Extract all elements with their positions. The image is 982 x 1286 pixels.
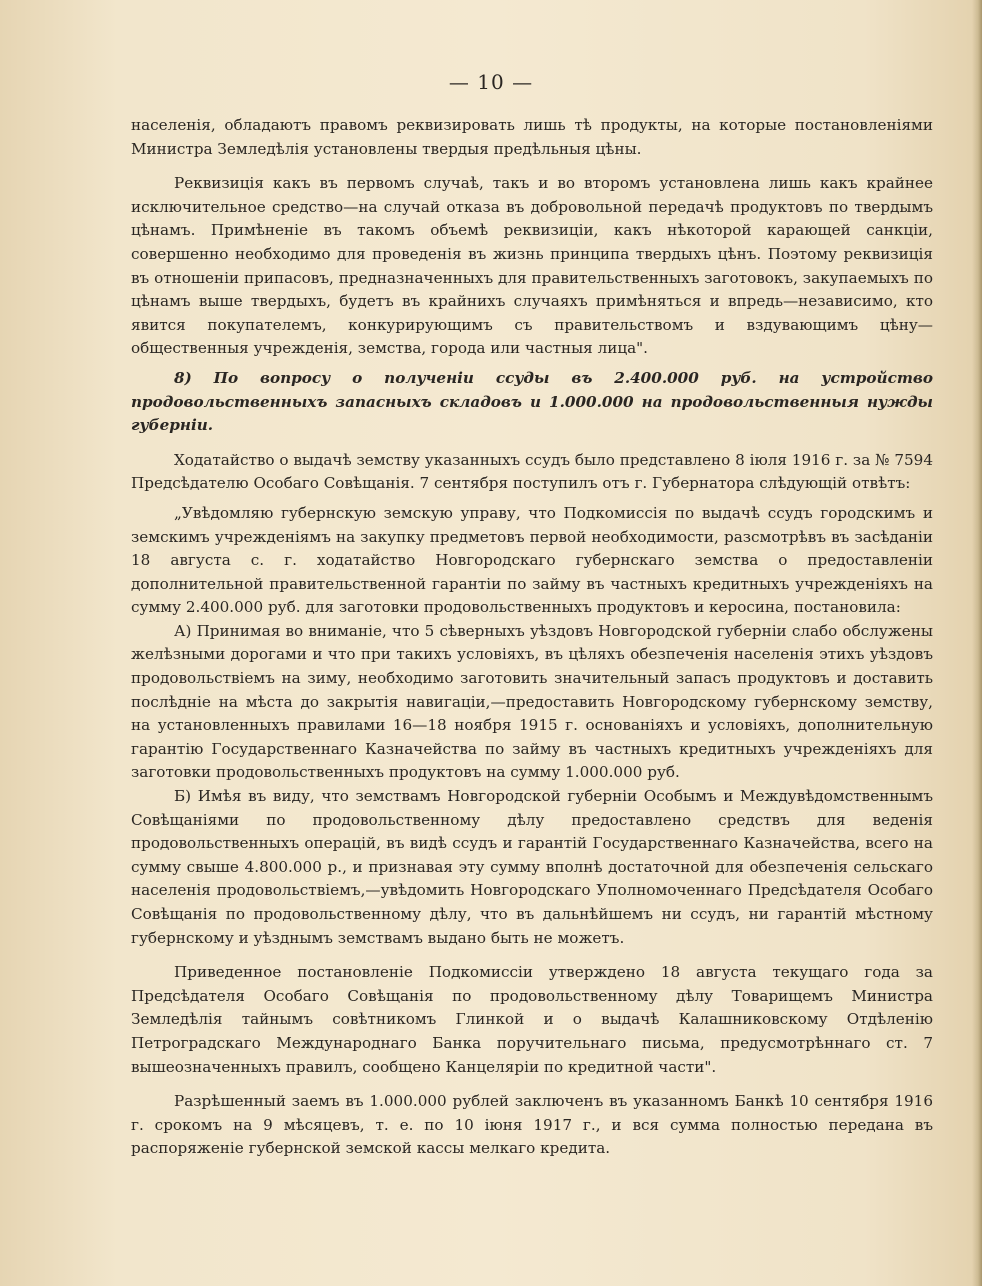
paragraph-approval: Приведенное постановленіе Подкомиссіи утверждено 18 августа текущаго года за Предсѣдателя Особаго Совѣщанія по продовольственному дѣлу Товарищемъ Министра Земледѣлія тайнымъ совѣтникомъ Глинкой и о выдачѣ Калашниковскому Отдѣленію Петроградскаго Международнаго Банка поручительнаго письма, предусмотрѣннаго ст. 7 вышеозначенныхъ правилъ, сообщено Канцеляріи по кредитной части". bbox=[131, 963, 933, 1076]
paragraph-requisition: Реквизиція какъ въ первомъ случаѣ, такъ и во второмъ установлена лишь какъ крайнее исключительное средство—на случай отказа въ добровольной передачѣ продуктовъ по твердымъ цѣнамъ. Примѣненіе въ такомъ объемѣ реквизиціи, какъ нѣкоторой карающей санкціи, совершенно необходимо для проведенія въ жизнь принципа твердыхъ цѣнъ. Поэтому реквизиція въ отношеніи припасовъ, предназначенныхъ для правительственныхъ заготовокъ, закупаемыхъ по цѣнамъ выше твердыхъ, будетъ въ крайнихъ случаяхъ примѣняться и впредь—независимо, кто явится покупателемъ, конкурирующимъ съ правительствомъ и вздувающимъ цѣну—общественныя учрежденія, земства, города или частныя лица". bbox=[131, 174, 933, 358]
page-edge-shadow bbox=[972, 0, 982, 1286]
paragraph-point-a: А) Принимая во вниманіе, что 5 сѣверныхъ уѣздовъ Новгородской губерніи слабо обслужены желѣзными дорогами и что при такихъ условіяхъ, въ цѣляхъ обезпеченія населенія этихъ уѣздовъ продовольствіемъ на зиму, необходимо заготовить значительный запасъ продуктовъ и доставить послѣдніе на мѣста до закрытія навигаціи,—предоставить Новгородскому губернскому земству, на установленныхъ правилами 16—18 ноября 1915 г. основаніяхъ и условіяхъ, дополнительную гарантію Государственнаго Казначейства по займу въ частныхъ кредитныхъ учрежденіяхъ для заготовки продовольственныхъ продуктовъ на сумму 1.000.000 руб. bbox=[131, 621, 933, 782]
document-body bbox=[131, 114, 933, 1161]
section-heading-8: 8) По вопросу о полученіи ссуды въ 2.400.000 руб. на устройство продовольственныхъ запасныхъ складовъ и 1.000.000 на продовольственныя нужды губерніи. bbox=[131, 368, 933, 435]
page-number: — 10 — bbox=[448, 70, 534, 94]
paragraph-point-b: Б) Имѣя въ виду, что земствамъ Новгородской губерніи Особымъ и Междувѣдомственнымъ Совѣщаніями по продовольственному дѣлу предоставлено средствъ для веденія продовольственныхъ операцій, въ видѣ ссудъ и гарантій Государственнаго Казначейства, всего на сумму свыше 4.800.000 р., и признавая эту сумму вполнѣ достаточной для обезпеченія сельскаго населенія продовольствіемъ,—увѣдомить Новгородскаго Уполномоченнаго Предсѣдателя Особаго Совѣщанія по продовольственному дѣлу, что въ дальнѣйшемъ ни ссудъ, ни гарантій мѣстному губернскому и уѣзднымъ земствамъ выдано быть не можетъ. bbox=[131, 787, 933, 947]
paragraph-continuation: населенія, обладаютъ правомъ реквизировать лишь тѣ продукты, на которые постановленіями Министра Земледѣлія установлены твердыя предѣльныя цѣны. bbox=[131, 116, 933, 158]
paragraph-quote-intro: „Увѣдомляю губернскую земскую управу, что Подкомиссія по выдачѣ ссудъ городскимъ и земскимъ учрежденіямъ на закупку предметовъ первой необходимости, разсмотрѣвъ въ засѣданіи 18 августа с. г. ходатайство Новгородскаго губернскаго земства о предоставленіи дополнительной правительственной гарантіи по займу въ частныхъ кредитныхъ учрежденіяхъ на сумму 2.400.000 руб. для заготовки продовольственныхъ продуктовъ и керосина, постановила: bbox=[131, 503, 933, 617]
paragraph-petition: Ходатайство о выдачѣ земству указанныхъ ссудъ было представлено 8 іюля 1916 г. за № 7594 Предсѣдателю Особаго Совѣщанія. 7 сентября поступилъ отъ г. Губернатора слѣдующій отвѣтъ: bbox=[131, 450, 933, 493]
paragraph-loan: Разрѣшенный заемъ въ 1.000.000 рублей заключенъ въ указанномъ Банкѣ 10 сентября 1916 г. срокомъ на 9 мѣсяцевъ, т. е. по 10 іюня 1917 г., и вся сумма полностью передана въ распоряженіе губернской земской кассы мелкаго кредита. bbox=[131, 1092, 933, 1158]
